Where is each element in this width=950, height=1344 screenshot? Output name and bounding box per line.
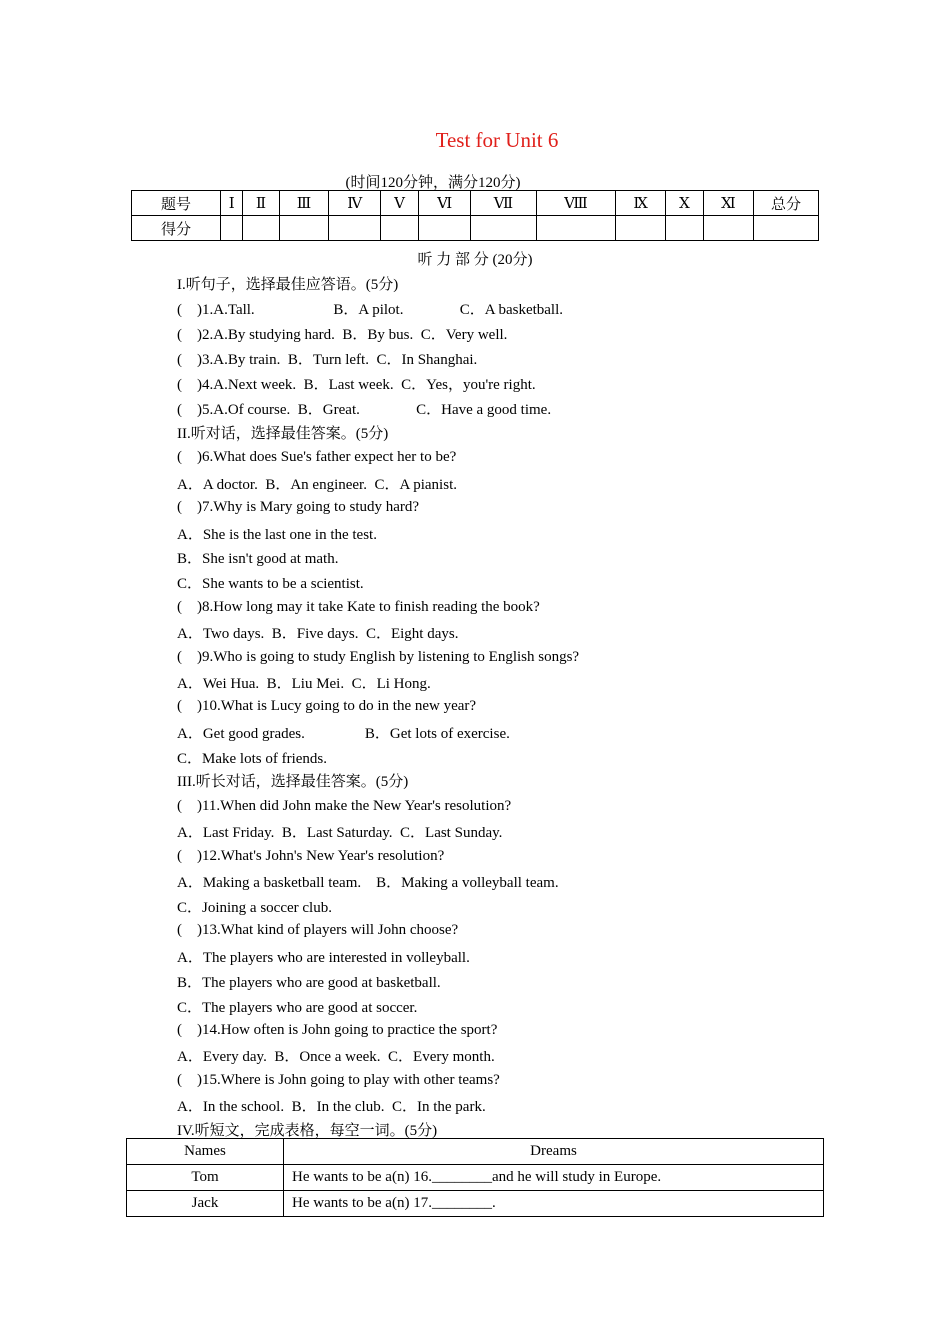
name-cell: Tom: [127, 1165, 284, 1191]
answer-option-line: A．In the school. B．In the club. C．In the park.: [177, 1099, 486, 1115]
score-cell: Ⅸ: [616, 191, 666, 216]
section-instruction: II.听对话，选择最佳答案。(5分): [177, 426, 389, 442]
score-cell: Ⅰ: [221, 191, 243, 216]
answer-option-line: C．She wants to be a scientist.: [177, 576, 364, 592]
question-line: ( )4.A.Next week. B．Last week. C．Yes，you're right.: [177, 377, 536, 393]
answer-option-line: A．She is the last one in the test.: [177, 527, 377, 543]
question-line: ( )8.How long may it take Kate to finish reading the book?: [177, 599, 540, 615]
section-instruction: III.听长对话，选择最佳答案。(5分): [177, 774, 409, 790]
answer-option-line: A．Get good grades. B．Get lots of exercise.: [177, 726, 510, 742]
score-blank: [754, 216, 819, 241]
question-line: ( )5.A.Of course. B．Great. C．Have a good time.: [177, 402, 552, 418]
score-cell: Ⅴ: [380, 191, 418, 216]
score-cell: Ⅵ: [419, 191, 471, 216]
answer-option-line: A．Wei Hua. B．Liu Mei. C．Li Hong.: [177, 676, 431, 692]
question-line: ( )1.A.Tall. B．A pilot. C．A basketball.: [177, 302, 564, 318]
answer-option-line: C．Make lots of friends.: [177, 751, 327, 767]
score-blank: [380, 216, 418, 241]
score-cell: Ⅲ: [279, 191, 329, 216]
score-blank: [666, 216, 704, 241]
dreams-column-header: Dreams: [284, 1139, 824, 1165]
answer-option-line: A．Last Friday. B．Last Saturday. C．Last Sunday.: [177, 825, 503, 841]
answer-option-line: A．Two days. B．Five days. C．Eight days.: [177, 626, 459, 642]
question-line: ( )3.A.By train. B．Turn left. C．In Shanghai.: [177, 352, 478, 368]
question-line: ( )15.Where is John going to play with other teams?: [177, 1072, 500, 1088]
score-cell: 总分: [754, 191, 819, 216]
question-line: ( )12.What's John's New Year's resolution?: [177, 848, 445, 864]
score-blank: [221, 216, 243, 241]
score-table-header-row: [132, 191, 819, 216]
answer-option-line: C．Joining a soccer club.: [177, 900, 332, 916]
listening-section-header: 听 力 部 分 (20分): [417, 252, 533, 268]
answer-option-line: A．Every day. B．Once a week. C．Every month.: [177, 1049, 495, 1065]
score-blank: [279, 216, 329, 241]
answer-option-line: C．The players who are good at soccer.: [177, 1000, 418, 1016]
answer-option-line: A．A doctor. B．An engineer. C．A pianist.: [177, 477, 457, 493]
score-blank: [243, 216, 279, 241]
question-line: ( )6.What does Sue's father expect her to be?: [177, 449, 457, 465]
answer-option-line: A．Making a basketball team. B．Making a volleyball team.: [177, 875, 559, 891]
score-cell: Ⅳ: [329, 191, 381, 216]
table-row: [127, 1165, 824, 1191]
time-score-note: (时间120分钟，满分120分): [345, 175, 521, 191]
question-line: ( )11.When did John make the New Year's resolution?: [177, 798, 512, 814]
score-cell: Ⅷ: [536, 191, 615, 216]
dreams-table: [126, 1138, 824, 1217]
question-line: ( )2.A.By studying hard. B．By bus. C．Very well.: [177, 327, 508, 343]
score-blank: [703, 216, 753, 241]
section-instruction: IV.听短文，完成表格，每空一词。(5分): [177, 1123, 438, 1139]
question-line: ( )13.What kind of players will John choose?: [177, 922, 459, 938]
score-cell: Ⅺ: [703, 191, 753, 216]
score-blank: [536, 216, 615, 241]
question-line: ( )10.What is Lucy going to do in the new year?: [177, 698, 477, 714]
score-blank: [471, 216, 537, 241]
table-row: [127, 1191, 824, 1217]
score-cell: Ⅶ: [471, 191, 537, 216]
score-cell: 题号: [132, 191, 221, 216]
answer-option-line: B．She isn't good at math.: [177, 551, 339, 567]
score-cell: Ⅱ: [243, 191, 279, 216]
score-blank: [616, 216, 666, 241]
score-table-score-row: [132, 216, 819, 241]
score-blank: [329, 216, 381, 241]
answer-option-line: A．The players who are interested in volleyball.: [177, 950, 470, 966]
dream-cell: He wants to be a(n) 17.________.: [284, 1191, 824, 1217]
section-instruction: I.听句子，选择最佳应答语。(5分): [177, 277, 399, 293]
dreams-table-header-row: [127, 1139, 824, 1165]
score-cell: Ⅹ: [666, 191, 704, 216]
score-row-label: 得分: [132, 216, 221, 241]
name-cell: Jack: [127, 1191, 284, 1217]
page-title: Test for Unit 6: [435, 128, 559, 152]
question-line: ( )9.Who is going to study English by listening to English songs?: [177, 649, 580, 665]
answer-option-line: B．The players who are good at basketball.: [177, 975, 441, 991]
score-blank: [419, 216, 471, 241]
question-line: ( )7.Why is Mary going to study hard?: [177, 499, 420, 515]
dream-cell: He wants to be a(n) 16.________and he will study in Europe.: [284, 1165, 824, 1191]
score-table: [131, 190, 819, 241]
question-line: ( )14.How often is John going to practice the sport?: [177, 1022, 498, 1038]
names-column-header: Names: [127, 1139, 284, 1165]
